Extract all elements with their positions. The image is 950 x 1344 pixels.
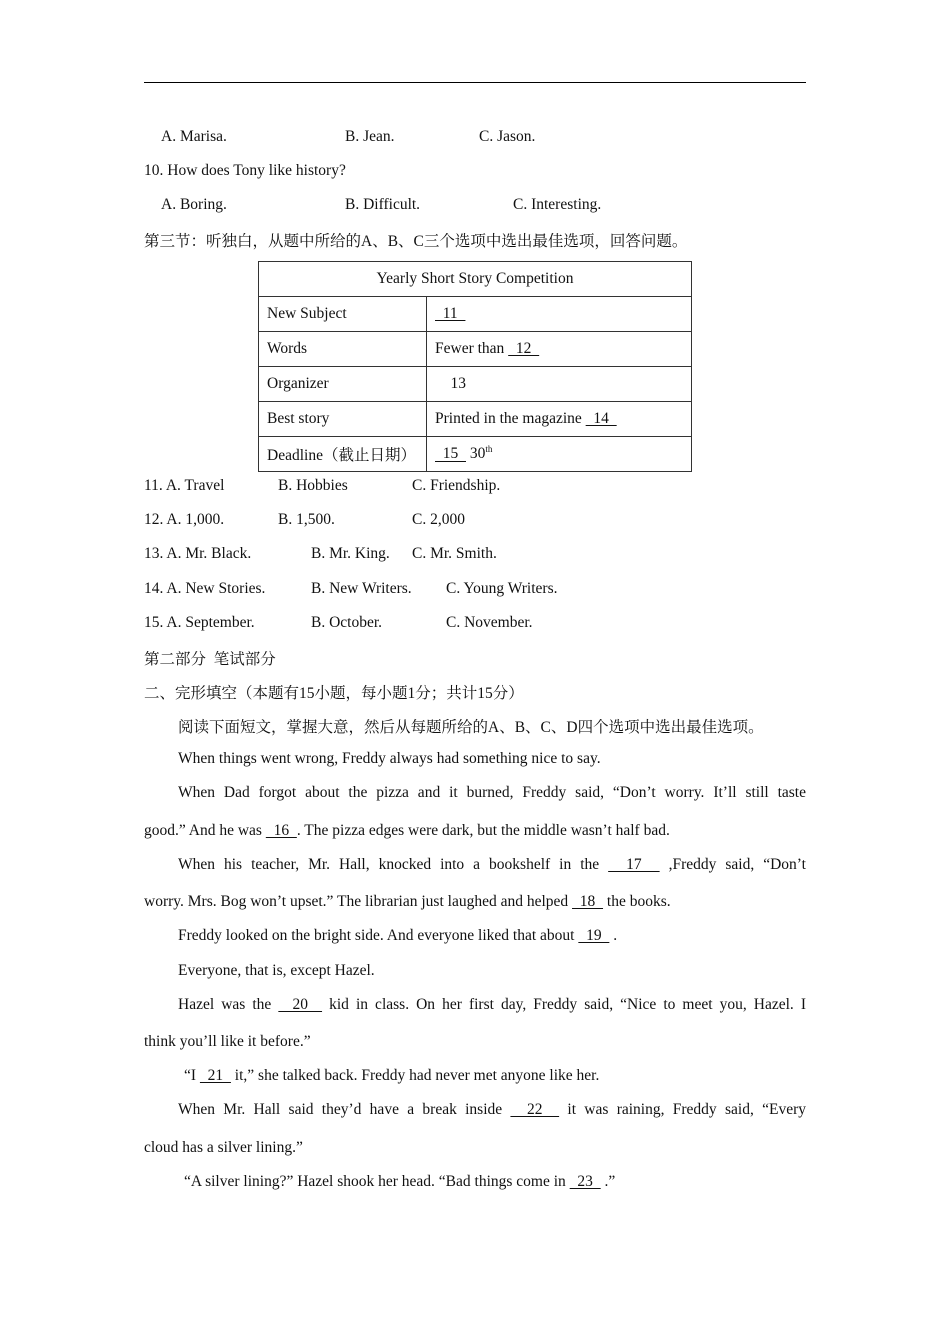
q15-option-a: 15. A. September. <box>144 614 255 631</box>
q10-option-a: A. Boring. <box>161 196 227 213</box>
blank-13: 13 <box>435 375 466 392</box>
table-row <box>259 402 692 437</box>
blank-12: 12 <box>508 340 540 357</box>
passage-line: think you’ll like it before.” <box>144 1033 311 1050</box>
row-label: Words <box>259 332 427 367</box>
q9-option-c: C. Jason. <box>479 128 536 145</box>
passage-paragraph: When his teacher, Mr. Hall, knocked into a bookshelf in the 17 ,Freddy said, “Don’t <box>178 856 806 873</box>
table-row <box>259 262 692 297</box>
part2-title: 第二部分 笔试部分 <box>144 651 276 668</box>
table-row <box>259 297 692 332</box>
q11-option-c: C. Friendship. <box>412 477 501 494</box>
table-row <box>259 437 692 472</box>
q11-option-a: 11. A. Travel <box>144 477 225 494</box>
blank-20: 20 <box>278 996 323 1013</box>
q14-option-b: B. New Writers. <box>311 580 412 597</box>
row-value: Fewer than 12 <box>427 332 692 367</box>
q10-question: 10. How does Tony like history? <box>144 162 346 179</box>
passage-paragraph: Freddy looked on the bright side. And everyone liked that about 19 . <box>178 927 618 944</box>
q10-option-b: B. Difficult. <box>345 196 421 213</box>
blank-21: 21 <box>199 1067 231 1084</box>
q13-option-c: C. Mr. Smith. <box>412 545 497 562</box>
row-value <box>427 297 692 332</box>
passage-line: good.” And he was 16 . The pizza edges were dark, but the middle wasn’t half bad. <box>144 822 670 839</box>
passage-paragraph: Everyone, that is, except Hazel. <box>178 962 375 979</box>
header-rule <box>144 82 806 83</box>
blank-17: 17 <box>608 856 660 873</box>
passage-paragraph: “A silver lining?” Hazel shook her head. “Bad things come in 23 .” <box>184 1173 616 1190</box>
cloze-instruction: 阅读下面短文，掌握大意，然后从每题所给的A、B、C、D四个选项中选出最佳选项。 <box>178 719 764 736</box>
blank-18: 18 <box>572 893 604 910</box>
row-label: Organizer <box>259 367 427 402</box>
q14-option-a: 14. A. New Stories. <box>144 580 266 597</box>
q13-option-b: B. Mr. King. <box>311 545 390 562</box>
passage-paragraph: “I 21 it,” she talked back. Freddy had never met anyone like her. <box>184 1067 600 1084</box>
blank-23: 23 <box>569 1173 601 1190</box>
table-title: Yearly Short Story Competition <box>259 262 692 297</box>
competition-table <box>258 261 692 472</box>
passage-line: worry. Mrs. Bog won’t upset.” The librarian just laughed and helped 18 the books. <box>144 893 671 910</box>
row-value: 15 30th <box>427 437 692 472</box>
q14-option-c: C. Young Writers. <box>446 580 558 597</box>
table-row <box>259 367 692 402</box>
blank-22: 22 <box>510 1101 560 1118</box>
q9-option-a: A. Marisa. <box>161 128 227 145</box>
q12-option-b: B. 1,500. <box>278 511 335 528</box>
q12-option-a: 12. A. 1,000. <box>144 511 225 528</box>
q11-option-b: B. Hobbies <box>278 477 348 494</box>
table-row <box>259 332 692 367</box>
row-value <box>427 367 692 402</box>
q15-option-b: B. October. <box>311 614 383 631</box>
q10-option-c: C. Interesting. <box>513 196 602 213</box>
q15-option-c: C. November. <box>446 614 533 631</box>
row-value: Printed in the magazine 14 <box>427 402 692 437</box>
blank-16: 16 <box>265 822 297 839</box>
row-label: Deadline（截止日期） <box>259 437 427 472</box>
blank-14: 14 <box>585 410 617 427</box>
cloze-title: 二、完形填空（本题有15小题，每小题1分；共计15分） <box>144 685 524 702</box>
passage-paragraph: When Mr. Hall said they’d have a break inside 22 it was raining, Freddy said, “Every <box>178 1101 807 1118</box>
blank-19: 19 <box>578 927 610 944</box>
row-label: New Subject <box>259 297 427 332</box>
passage-line: cloud has a silver lining.” <box>144 1139 303 1156</box>
passage-paragraph: When things went wrong, Freddy always had something nice to say. <box>178 750 601 767</box>
blank-15: 15 <box>435 445 466 463</box>
q9-option-b: B. Jean. <box>345 128 395 145</box>
row-label: Best story <box>259 402 427 437</box>
passage-paragraph: When Dad forgot about the pizza and it burned, Freddy said, “Don’t worry. It’ll still taste <box>178 784 806 801</box>
q12-option-c: C. 2,000 <box>412 511 465 528</box>
q13-option-a: 13. A. Mr. Black. <box>144 545 252 562</box>
section3-instruction: 第三节：听独白，从题中所给的A、B、C三个选项中选出最佳选项，回答问题。 <box>144 233 688 250</box>
passage-paragraph: Hazel was the 20 kid in class. On her first day, Freddy said, “Nice to meet you, Hazel. I <box>178 996 806 1013</box>
blank-11: 11 <box>435 305 466 322</box>
